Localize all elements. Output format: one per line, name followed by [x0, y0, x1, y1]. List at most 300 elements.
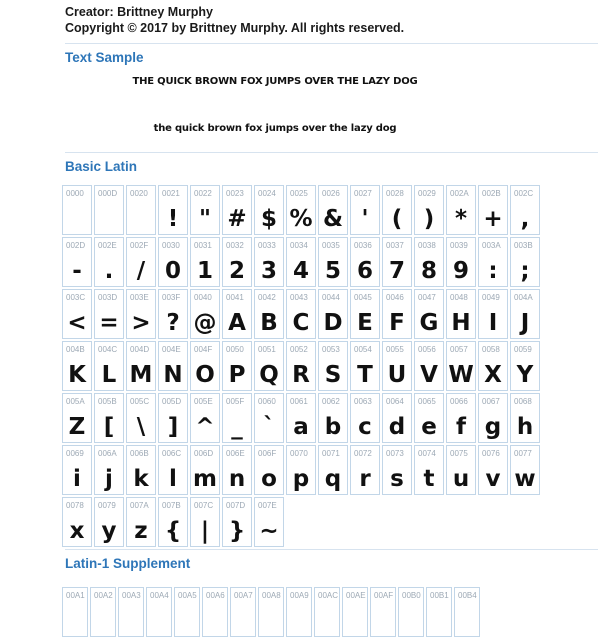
- glyph: r: [359, 466, 371, 492]
- glyph-cell: [510, 445, 540, 495]
- glyph-cell: [398, 587, 424, 637]
- codepoint-label: 00A4: [150, 591, 169, 600]
- glyph: I: [488, 310, 498, 336]
- glyph-cell: [94, 497, 124, 547]
- glyph-cell: [190, 341, 220, 391]
- glyph: z: [134, 518, 148, 544]
- codepoint-label: 0055: [386, 345, 404, 354]
- codepoint-label: 00A5: [178, 591, 197, 600]
- glyph: !: [167, 206, 179, 232]
- codepoint-label: 003F: [162, 293, 181, 302]
- glyph-cell: [94, 341, 124, 391]
- glyph: @: [193, 310, 217, 336]
- codepoint-label: 005C: [130, 397, 150, 406]
- glyph: R: [292, 362, 310, 388]
- glyph-cell: [446, 185, 476, 235]
- glyph-cell: [62, 341, 92, 391]
- glyph-cell: [62, 289, 92, 339]
- glyph-cell: [446, 341, 476, 391]
- glyph-cell: [478, 393, 508, 443]
- codepoint-label: 0076: [482, 449, 500, 458]
- section-title-text-sample: Text Sample: [65, 50, 144, 65]
- glyph-cell: [118, 587, 144, 637]
- glyph-cell: [318, 341, 348, 391]
- glyph: Q: [259, 362, 279, 388]
- codepoint-label: 0025: [290, 189, 308, 198]
- codepoint-label: 0045: [354, 293, 372, 302]
- glyph-cell: [94, 237, 124, 287]
- creator-line: Creator: Brittney Murphy: [65, 5, 213, 19]
- codepoint-label: 0021: [162, 189, 180, 198]
- codepoint-label: 0072: [354, 449, 372, 458]
- codepoint-label: 0032: [226, 241, 244, 250]
- codepoint-label: 0057: [450, 345, 468, 354]
- glyph-grid-row: [62, 393, 600, 443]
- codepoint-label: 0052: [290, 345, 308, 354]
- glyph: e: [421, 414, 437, 440]
- codepoint-label: 007E: [258, 501, 277, 510]
- glyph: k: [133, 466, 149, 492]
- codepoint-label: 00A3: [122, 591, 141, 600]
- glyph-cell: [350, 237, 380, 287]
- codepoint-label: 006E: [226, 449, 245, 458]
- glyph-cell: [254, 341, 284, 391]
- codepoint-label: 0046: [386, 293, 404, 302]
- codepoint-label: 002C: [514, 189, 534, 198]
- glyph: 8: [420, 258, 437, 284]
- glyph-cell: [414, 341, 444, 391]
- glyph-cell: [190, 393, 220, 443]
- codepoint-label: 006B: [130, 449, 149, 458]
- glyph-cell: [126, 497, 156, 547]
- codepoint-label: 0075: [450, 449, 468, 458]
- glyph: J: [520, 310, 530, 336]
- codepoint-label: 002D: [66, 241, 86, 250]
- glyph: =: [99, 310, 119, 336]
- glyph: f: [455, 414, 466, 440]
- codepoint-label: 006C: [162, 449, 182, 458]
- codepoint-label: 0029: [418, 189, 436, 198]
- glyph-cell: [158, 497, 188, 547]
- codepoint-label: 002A: [450, 189, 469, 198]
- codepoint-label: 0053: [322, 345, 340, 354]
- glyph-cell: [254, 393, 284, 443]
- glyph-cell: [158, 393, 188, 443]
- codepoint-label: 00A7: [234, 591, 253, 600]
- codepoint-label: 0036: [354, 241, 372, 250]
- glyph: s: [390, 466, 404, 492]
- codepoint-label: 005B: [98, 397, 117, 406]
- glyph: L: [101, 362, 117, 388]
- section-title-basic-latin: Basic Latin: [65, 159, 138, 174]
- glyph: ]: [167, 414, 179, 440]
- glyph-cell: [190, 185, 220, 235]
- glyph: ?: [166, 310, 180, 336]
- codepoint-label: 0077: [514, 449, 532, 458]
- glyph: h: [516, 414, 534, 440]
- codepoint-label: 0054: [354, 345, 372, 354]
- glyph-cell: [286, 393, 316, 443]
- codepoint-label: 00A6: [206, 591, 225, 600]
- codepoint-label: 0040: [194, 293, 212, 302]
- latin1-supplement-glyph-grid: [62, 587, 600, 637]
- glyph-cell: [510, 393, 540, 443]
- codepoint-label: 0060: [258, 397, 276, 406]
- codepoint-label: 007B: [162, 501, 181, 510]
- glyph-cell: [94, 445, 124, 495]
- glyph-cell: [62, 497, 92, 547]
- glyph-cell: [350, 185, 380, 235]
- glyph-cell: [382, 341, 412, 391]
- codepoint-label: 0062: [322, 397, 340, 406]
- codepoint-label: 0044: [322, 293, 340, 302]
- glyph-cell: [62, 445, 92, 495]
- glyph-cell: [446, 237, 476, 287]
- glyph-cell: [286, 445, 316, 495]
- glyph-cell: [254, 289, 284, 339]
- codepoint-label: 003A: [482, 241, 501, 250]
- codepoint-label: 0066: [450, 397, 468, 406]
- glyph-cell: [414, 393, 444, 443]
- glyph: 5: [324, 258, 341, 284]
- glyph-cell: [478, 185, 508, 235]
- codepoint-label: 004F: [194, 345, 213, 354]
- glyph-cell: [202, 587, 228, 637]
- codepoint-label: 006F: [258, 449, 277, 458]
- glyph: _: [231, 414, 243, 440]
- codepoint-label: 0034: [290, 241, 308, 250]
- codepoint-label: 002E: [98, 241, 117, 250]
- glyph-cell: [286, 587, 312, 637]
- codepoint-label: 0043: [290, 293, 308, 302]
- glyph: 9: [452, 258, 469, 284]
- glyph-cell: [62, 185, 92, 235]
- glyph: C: [292, 310, 310, 336]
- codepoint-label: 0031: [194, 241, 212, 250]
- glyph-cell: [426, 587, 452, 637]
- glyph-cell: [510, 185, 540, 235]
- codepoint-label: 0000: [66, 189, 84, 198]
- glyph: 3: [260, 258, 277, 284]
- codepoint-label: 00A8: [262, 591, 281, 600]
- glyph-cell: [62, 587, 88, 637]
- glyph-cell: [230, 587, 256, 637]
- glyph: H: [451, 310, 471, 336]
- codepoint-label: 0039: [450, 241, 468, 250]
- glyph-cell: [158, 237, 188, 287]
- codepoint-label: 0070: [290, 449, 308, 458]
- glyph-grid-row: [62, 341, 600, 391]
- glyph: p: [292, 466, 310, 492]
- codepoint-label: 0035: [322, 241, 340, 250]
- codepoint-label: 0047: [418, 293, 436, 302]
- glyph: b: [324, 414, 342, 440]
- glyph-cell: [478, 237, 508, 287]
- glyph-cell: [222, 237, 252, 287]
- codepoint-label: 005E: [194, 397, 213, 406]
- glyph-grid-row: [62, 289, 600, 339]
- glyph: n: [228, 466, 246, 492]
- codepoint-label: 000D: [98, 189, 118, 198]
- glyph-cell: [126, 445, 156, 495]
- codepoint-label: 0037: [386, 241, 404, 250]
- glyph: X: [484, 362, 502, 388]
- glyph-cell: [318, 289, 348, 339]
- glyph: ^: [195, 414, 215, 440]
- divider: [65, 549, 598, 550]
- codepoint-label: 00AC: [318, 591, 339, 600]
- glyph: l: [169, 466, 177, 492]
- codepoint-label: 003C: [66, 293, 86, 302]
- glyph: B: [260, 310, 278, 336]
- basic-latin-glyph-grid: [62, 185, 600, 547]
- glyph-cell: [414, 445, 444, 495]
- glyph-cell: [254, 185, 284, 235]
- glyph: E: [357, 310, 373, 336]
- glyph: 1: [196, 258, 213, 284]
- glyph: G: [419, 310, 439, 336]
- glyph-cell: [158, 341, 188, 391]
- codepoint-label: 0064: [386, 397, 404, 406]
- glyph-cell: [350, 341, 380, 391]
- glyph: ": [199, 206, 211, 232]
- glyph-cell: [258, 587, 284, 637]
- codepoint-label: 0050: [226, 345, 244, 354]
- glyph: D: [323, 310, 343, 336]
- glyph: /: [136, 258, 146, 284]
- codepoint-label: 002F: [130, 241, 149, 250]
- glyph-cell: [314, 587, 340, 637]
- glyph: W: [448, 362, 474, 388]
- glyph: V: [420, 362, 438, 388]
- glyph-cell: [158, 185, 188, 235]
- glyph: P: [228, 362, 246, 388]
- glyph: \: [136, 414, 146, 440]
- glyph-grid-row: [62, 587, 600, 637]
- codepoint-label: 0079: [98, 501, 116, 510]
- codepoint-label: 00B1: [430, 591, 449, 600]
- glyph-cell: [222, 445, 252, 495]
- codepoint-label: 0065: [418, 397, 436, 406]
- glyph-cell: [382, 185, 412, 235]
- codepoint-label: 004A: [514, 293, 533, 302]
- glyph-cell: [370, 587, 396, 637]
- glyph-cell: [350, 445, 380, 495]
- glyph: %: [289, 206, 313, 232]
- glyph-cell: [478, 289, 508, 339]
- codepoint-label: 0020: [130, 189, 148, 198]
- codepoint-label: 002B: [482, 189, 501, 198]
- glyph-cell: [454, 587, 480, 637]
- glyph-grid-row: [62, 497, 600, 547]
- glyph-cell: [254, 237, 284, 287]
- divider: [65, 43, 598, 44]
- glyph-cell: [318, 237, 348, 287]
- glyph: M: [129, 362, 153, 388]
- glyph-cell: [446, 393, 476, 443]
- glyph-cell: [94, 393, 124, 443]
- glyph-cell: [286, 341, 316, 391]
- codepoint-label: 0059: [514, 345, 532, 354]
- glyph: .: [104, 258, 114, 284]
- codepoint-label: 003E: [130, 293, 149, 302]
- glyph-cell: [254, 497, 284, 547]
- glyph: 2: [228, 258, 245, 284]
- glyph: ': [361, 206, 369, 232]
- codepoint-label: 007A: [130, 501, 149, 510]
- codepoint-label: 004B: [66, 345, 85, 354]
- glyph-grid-row: [62, 237, 600, 287]
- glyph: i: [73, 466, 81, 492]
- glyph-cell: [478, 341, 508, 391]
- glyph-cell: [446, 445, 476, 495]
- codepoint-label: 006D: [194, 449, 214, 458]
- glyph-cell: [382, 289, 412, 339]
- codepoint-label: 005D: [162, 397, 182, 406]
- glyph: $: [260, 206, 277, 232]
- codepoint-label: 0049: [482, 293, 500, 302]
- codepoint-label: 003B: [514, 241, 533, 250]
- glyph: o: [261, 466, 277, 492]
- glyph: {: [164, 518, 182, 544]
- codepoint-label: 0042: [258, 293, 276, 302]
- glyph: A: [228, 310, 246, 336]
- glyph-cell: [350, 393, 380, 443]
- codepoint-label: 00A1: [66, 591, 85, 600]
- glyph: #: [227, 206, 247, 232]
- divider: [65, 152, 598, 153]
- glyph: v: [485, 466, 501, 492]
- codepoint-label: 0067: [482, 397, 500, 406]
- glyph-cell: [190, 289, 220, 339]
- codepoint-label: 0068: [514, 397, 532, 406]
- glyph-cell: [350, 289, 380, 339]
- glyph-cell: [382, 237, 412, 287]
- glyph-cell: [158, 445, 188, 495]
- codepoint-label: 004C: [98, 345, 118, 354]
- codepoint-label: 00A2: [94, 591, 113, 600]
- font-meta: [0, 0, 600, 36]
- codepoint-label: 0071: [322, 449, 340, 458]
- codepoint-label: 0038: [418, 241, 436, 250]
- codepoint-label: 0051: [258, 345, 276, 354]
- glyph: T: [357, 362, 373, 388]
- codepoint-label: 006A: [98, 449, 117, 458]
- glyph: -: [72, 258, 82, 284]
- glyph: >: [131, 310, 151, 336]
- codepoint-label: 004D: [130, 345, 150, 354]
- glyph-cell: [190, 237, 220, 287]
- glyph-grid-row: [62, 445, 600, 495]
- glyph-cell: [90, 587, 116, 637]
- codepoint-label: 0026: [322, 189, 340, 198]
- glyph-cell: [126, 393, 156, 443]
- codepoint-label: 005F: [226, 397, 245, 406]
- glyph: |: [200, 518, 210, 544]
- glyph: (: [391, 206, 403, 232]
- glyph-cell: [510, 341, 540, 391]
- glyph: ): [423, 206, 435, 232]
- glyph: d: [388, 414, 406, 440]
- glyph-cell: [318, 185, 348, 235]
- codepoint-label: 0033: [258, 241, 276, 250]
- section-title-latin1-supplement: Latin-1 Supplement: [65, 556, 191, 571]
- glyph-cell: [146, 587, 172, 637]
- glyph: j: [105, 466, 113, 492]
- glyph-cell: [222, 393, 252, 443]
- glyph: u: [452, 466, 470, 492]
- codepoint-label: 00B4: [458, 591, 477, 600]
- glyph: 7: [388, 258, 405, 284]
- glyph-cell: [414, 185, 444, 235]
- glyph-cell: [222, 289, 252, 339]
- glyph-cell: [126, 237, 156, 287]
- codepoint-label: 0023: [226, 189, 244, 198]
- glyph-cell: [318, 445, 348, 495]
- glyph: F: [389, 310, 405, 336]
- glyph: `: [263, 414, 275, 440]
- glyph-cell: [190, 497, 220, 547]
- glyph: O: [195, 362, 215, 388]
- glyph-cell: [62, 393, 92, 443]
- codepoint-label: 004E: [162, 345, 181, 354]
- glyph-grid-row: [62, 185, 600, 235]
- glyph-cell: [62, 237, 92, 287]
- glyph: q: [324, 466, 342, 492]
- codepoint-label: 0027: [354, 189, 372, 198]
- glyph: y: [101, 518, 117, 544]
- codepoint-label: 0078: [66, 501, 84, 510]
- glyph: :: [488, 258, 498, 284]
- glyph: w: [514, 466, 536, 492]
- codepoint-label: 005A: [66, 397, 85, 406]
- codepoint-label: 0022: [194, 189, 212, 198]
- glyph: Y: [516, 362, 534, 388]
- glyph: a: [293, 414, 309, 440]
- glyph-cell: [158, 289, 188, 339]
- glyph-cell: [286, 185, 316, 235]
- codepoint-label: 0030: [162, 241, 180, 250]
- glyph: t: [423, 466, 435, 492]
- glyph-cell: [382, 393, 412, 443]
- glyph-cell: [318, 393, 348, 443]
- glyph: ~: [259, 518, 279, 544]
- glyph: 6: [356, 258, 373, 284]
- codepoint-label: 0056: [418, 345, 436, 354]
- glyph-cell: [286, 289, 316, 339]
- codepoint-label: 007C: [194, 501, 214, 510]
- codepoint-label: 003D: [98, 293, 118, 302]
- glyph-cell: [254, 445, 284, 495]
- glyph: x: [69, 518, 85, 544]
- glyph-cell: [414, 289, 444, 339]
- codepoint-label: 00B0: [402, 591, 421, 600]
- glyph: ,: [520, 206, 530, 232]
- glyph: U: [387, 362, 407, 388]
- glyph: c: [358, 414, 372, 440]
- glyph-cell: [478, 445, 508, 495]
- glyph-cell: [222, 497, 252, 547]
- glyph-cell: [126, 341, 156, 391]
- codepoint-label: 0041: [226, 293, 244, 302]
- codepoint-label: 0074: [418, 449, 436, 458]
- glyph-cell: [174, 587, 200, 637]
- codepoint-label: 0048: [450, 293, 468, 302]
- glyph-cell: [190, 445, 220, 495]
- codepoint-label: 0063: [354, 397, 372, 406]
- glyph-cell: [382, 445, 412, 495]
- glyph: S: [324, 362, 342, 388]
